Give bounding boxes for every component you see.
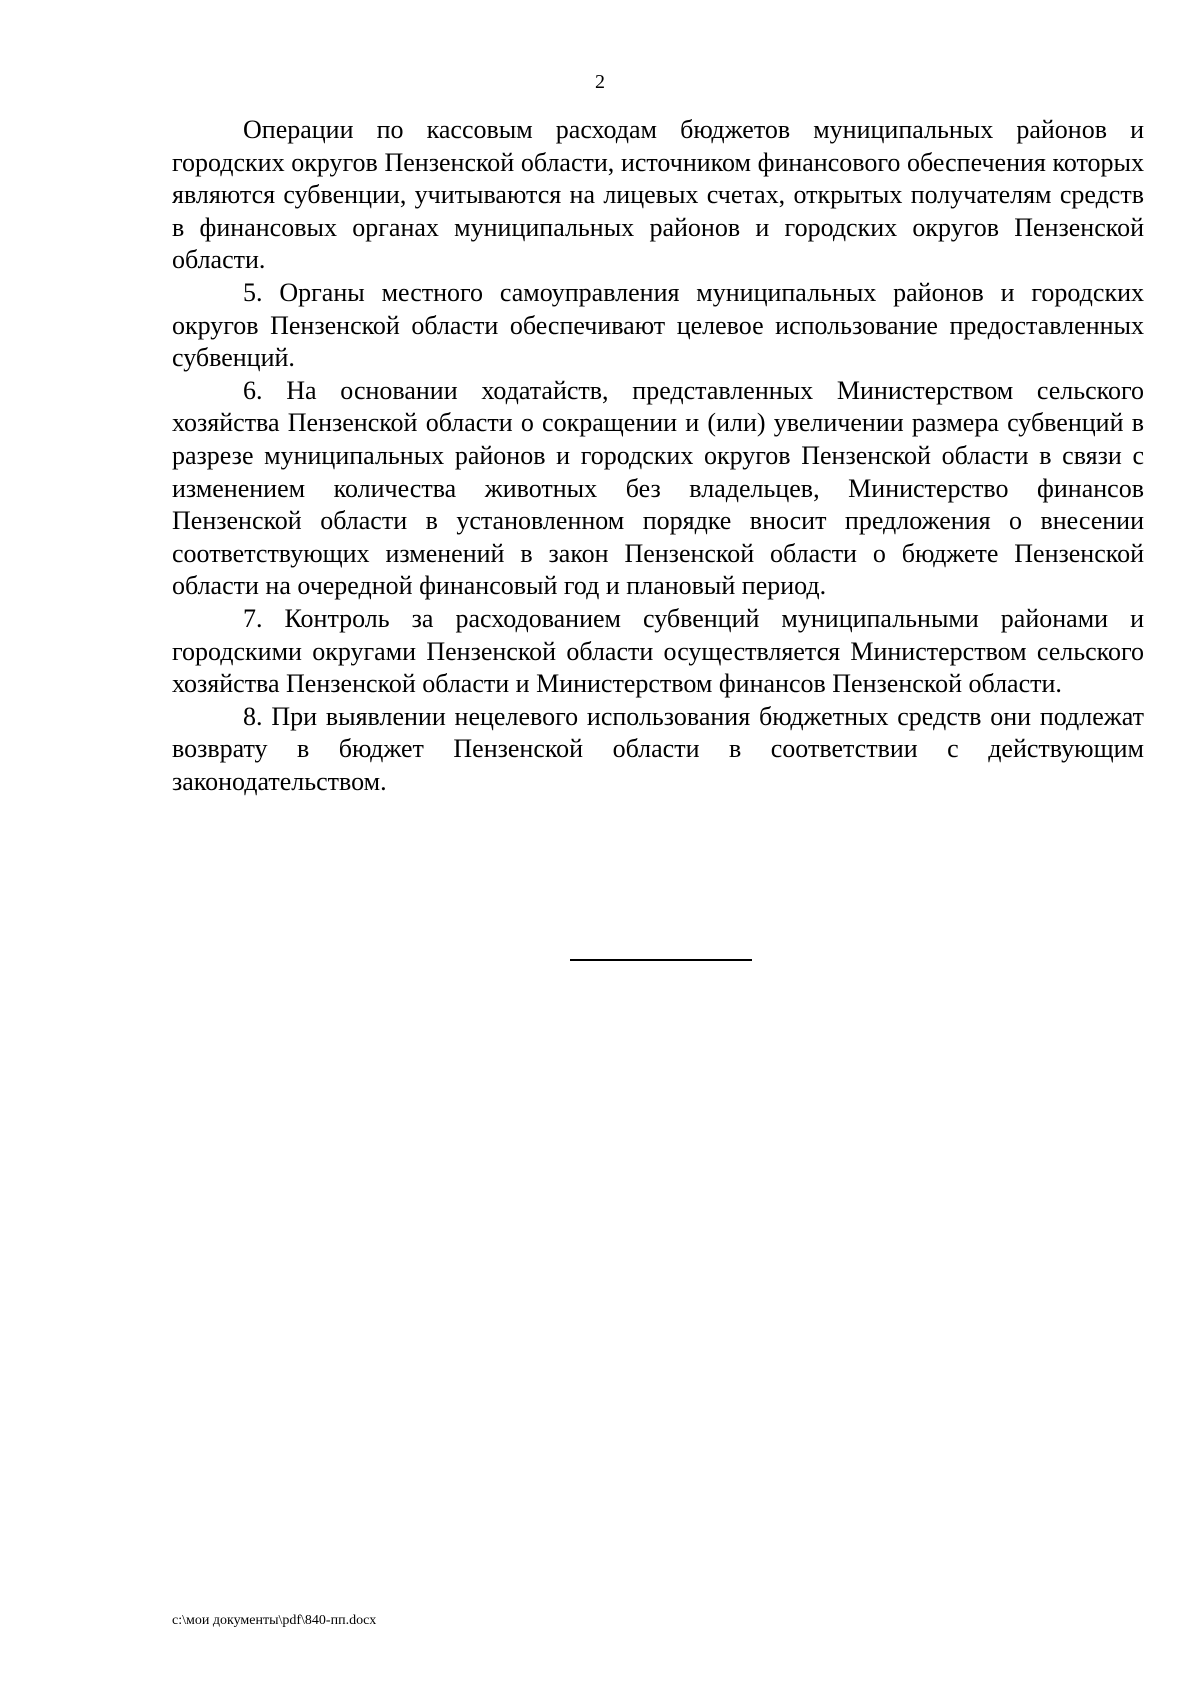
page-number: 2 [595, 71, 605, 93]
closing-divider [570, 959, 752, 961]
footer-file-path: c:\мои документы\pdf\840-пп.docx [172, 1613, 377, 1628]
document-body [172, 114, 1144, 798]
paragraph-item-7: 7. Контроль за расходованием субвенций муниципальными районами и городскими округами Пензенской области осуществляется Министерством сельского хозяйства Пензенской области и Министерством финансов Пензенской области. [172, 603, 1144, 699]
paragraph-cash-operations: Операции по кассовым расходам бюджетов муниципальных районов и городских округов Пензенской области, источником финансового обеспечения которых являются субвенции, учитываются на лицевых счетах, открытых получателям средств в финансовых органах муниципальных районов и городских округов Пензенской области. [172, 115, 1144, 275]
paragraph-item-8: 8. При выявлении нецелевого использования бюджетных средств они подлежат возврату в бюджет Пензенской области в соответствии с действующим законодательством. [172, 701, 1144, 796]
paragraph-item-6: 6. На основании ходатайств, представленных Министерством сельского хозяйства Пензенской области о сокращении и (или) увеличении размера субвенций в разрезе муниципальных районов и городских округов Пензенской области в связи с изменением количества животных без владельцев, Министерство финансов Пензенской области в установленном порядке вносит предложения о внесении соответствующих изменений в закон Пензенской области о бюджете Пензенской области на очередной финансовый год и плановый период. [172, 375, 1144, 601]
paragraph-item-5: 5. Органы местного самоуправления муниципальных районов и городских округов Пензенской области обеспечивают целевое использование предоставленных субвенций. [172, 277, 1144, 373]
